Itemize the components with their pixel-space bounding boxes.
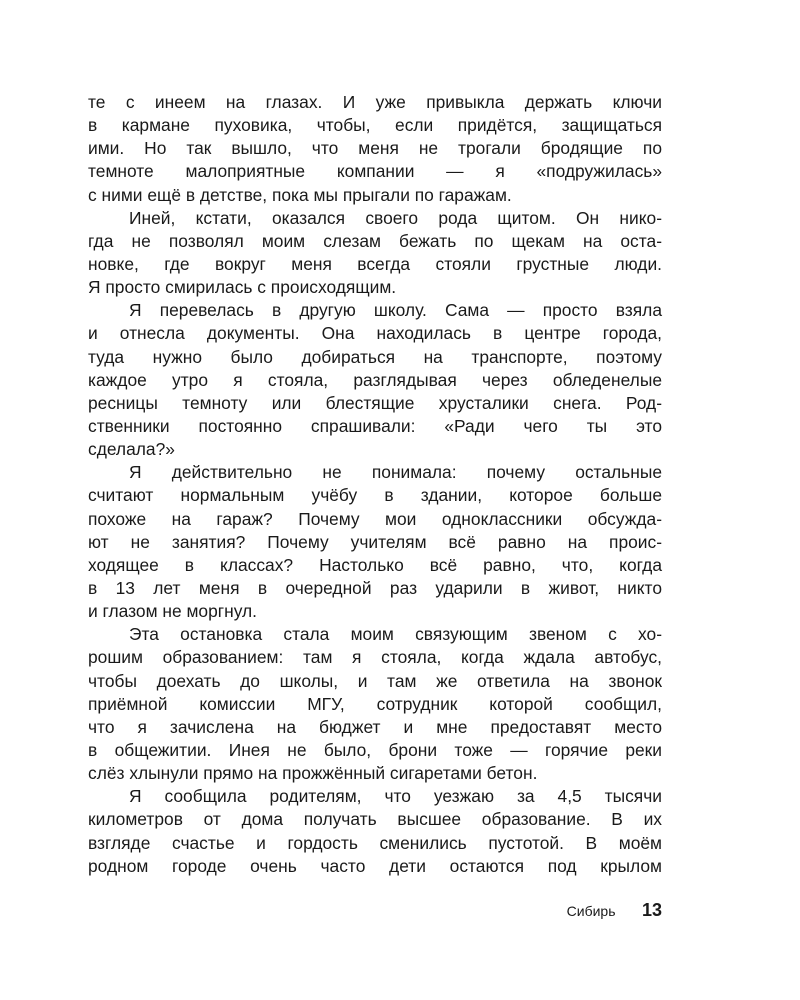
text-line: приёмной комиссии МГУ, сотрудник которой сообщил,: [88, 693, 662, 714]
text-line: ими. Но так вышло, что меня не трогали бродящие по: [88, 138, 662, 159]
text-line: в 13 лет меня в очередной раз ударили в живот, никто: [88, 577, 662, 598]
text-line: рошим образованием: там я стояла, когда ждала автобус,: [88, 647, 662, 668]
text-line: слёз хлынули прямо на прожжённый сигаретами бетон.: [88, 763, 538, 784]
text-line: те с инеем на глазах. И уже привыкла держать ключи: [88, 92, 662, 112]
text-line: ственники постоянно спрашивали: «Ради чего ты это: [88, 415, 662, 436]
text-line: ресницы темноту или блестящие хрусталики снега. Род-: [88, 392, 662, 413]
text-line: ют не занятия? Почему учителям всё равно на проис-: [88, 531, 662, 552]
text-line: в кармане пуховика, чтобы, если придётся, защищаться: [88, 115, 662, 136]
paragraph-first-line: Я сообщила родителям, что уезжаю за 4,5 тысячи: [129, 786, 662, 807]
paragraph-first-line: Я действительно не понимала: почему остальные: [129, 462, 662, 483]
text-line: родном городе очень часто дети остаются под крылом: [88, 855, 662, 876]
text-line: считают нормальным учёбу в здании, которое больше: [88, 485, 662, 506]
paragraph-first-line: Я перевелась в другую школу. Сама — просто взяла: [129, 300, 662, 321]
page-number: 13: [641, 900, 662, 920]
running-title: Сибирь: [566, 903, 616, 919]
text-line: каждое утро я стояла, разглядывая через обледенелые: [88, 369, 662, 390]
text-line: темноте малоприятные компании — я «подружилась»: [88, 161, 662, 182]
text-line: сделала?»: [88, 439, 175, 460]
text-line: туда нужно было добираться на транспорте, поэтому: [88, 346, 662, 367]
body-text: [88, 91, 662, 878]
text-line: похоже на гараж? Почему мои одноклассники обсужда-: [88, 508, 662, 529]
text-line: с ними ещё в детстве, пока мы прыгали по гаражам.: [88, 184, 512, 205]
text-line: ходящее в классах? Настолько всё равно, что, когда: [88, 554, 662, 575]
text-line: гда не позволял моим слезам бежать по щекам на оста-: [88, 230, 662, 251]
text-line: в общежитии. Инея не было, брони тоже — горячие реки: [88, 739, 662, 760]
paragraph-first-line: Иней, кстати, оказался своего рода щитом. Он нико-: [129, 207, 662, 228]
text-line: и глазом не моргнул.: [88, 601, 258, 622]
text-line: Я просто смирилась с происходящим.: [88, 277, 397, 298]
text-line: чтобы доехать до школы, и там же ответила на звонок: [88, 670, 662, 691]
text-line: и отнесла документы. Она находилась в центре города,: [88, 323, 662, 344]
text-line: взгляде счастье и гордость сменились пустотой. В моём: [88, 832, 662, 853]
text-line: что я зачислена на бюджет и мне предоставят место: [88, 716, 662, 737]
page-footer: [88, 900, 662, 921]
paragraph-first-line: Эта остановка стала моим связующим звеном с хо-: [129, 624, 662, 645]
text-line: новке, где вокруг меня всегда стояли грустные люди.: [88, 253, 662, 274]
text-line: километров от дома получать высшее образование. В их: [88, 809, 662, 830]
